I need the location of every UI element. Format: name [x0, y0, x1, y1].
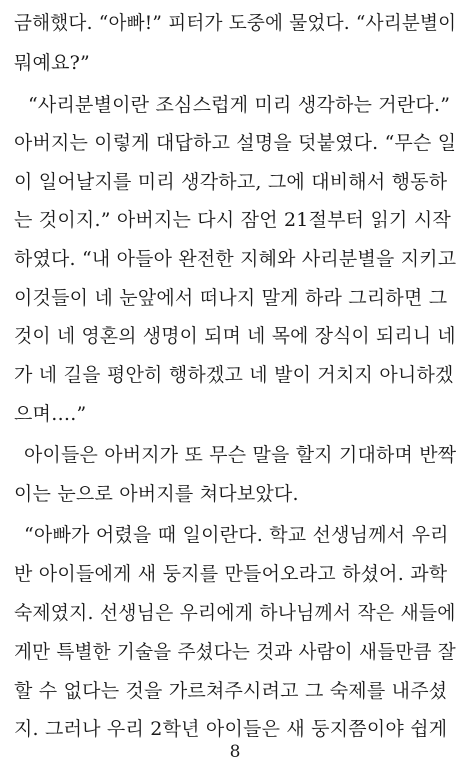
text-line-3: “사리분별이란 조심스럽게 미리 생각하는 거란다.”: [28, 94, 451, 116]
text-line-17: 게만 특별한 기술을 주셨다는 것과 사람이 새들만큼 잘: [14, 641, 456, 663]
text-line-10: 가 네 길을 평안히 행하겠고 네 발이 거치지 아니하겠: [14, 364, 454, 386]
text-line-16: 숙제였지. 선생님은 우리에게 하나님께서 작은 새들에: [14, 602, 456, 624]
text-line-5: 이 일어날지를 미리 생각하고, 그에 대비해서 행동하: [14, 171, 448, 193]
text-line-13: 이는 눈으로 아버지를 쳐다보았다.: [14, 483, 299, 505]
page-number: 8: [229, 742, 241, 762]
text-line-12: 아이들은 아버지가 또 무슨 말을 할지 기대하며 반짝: [24, 444, 457, 466]
text-line-2: 뭐예요?”: [14, 52, 90, 74]
text-line-4: 아버지는 이렇게 대답하고 설명을 덧붙였다. “무슨 일: [14, 132, 457, 154]
text-line-9: 것이 네 영혼의 생명이 되며 네 목에 장식이 되리니 네: [14, 325, 456, 347]
text-line-14: “아빠가 어렸을 때 일이란다. 학교 선생님께서 우리: [24, 524, 449, 546]
text-line-15: 반 아이들에게 새 둥지를 만들어오라고 하셨어. 과학: [14, 563, 448, 585]
text-line-11: 으며….”: [14, 403, 87, 425]
text-line-18: 할 수 없다는 것을 가르쳐주시려고 그 숙제를 내주셨: [14, 680, 448, 702]
text-line-19: 지. 그러나 우리 2학년 아이들은 새 둥지쯤이야 쉽게: [14, 718, 448, 740]
text-line-7: 하였다. “내 아들아 완전한 지혜와 사리분별을 지키고: [14, 248, 457, 270]
text-line-8: 이것들이 네 눈앞에서 떠나지 말게 하라 그리하면 그: [14, 287, 448, 309]
text-line-6: 는 것이지.” 아버지는 다시 잠언 21절부터 읽기 시작: [14, 209, 451, 231]
text-line-1: 금해했다. “아빠!” 피터가 도중에 물었다. “사리분별이: [14, 12, 457, 34]
